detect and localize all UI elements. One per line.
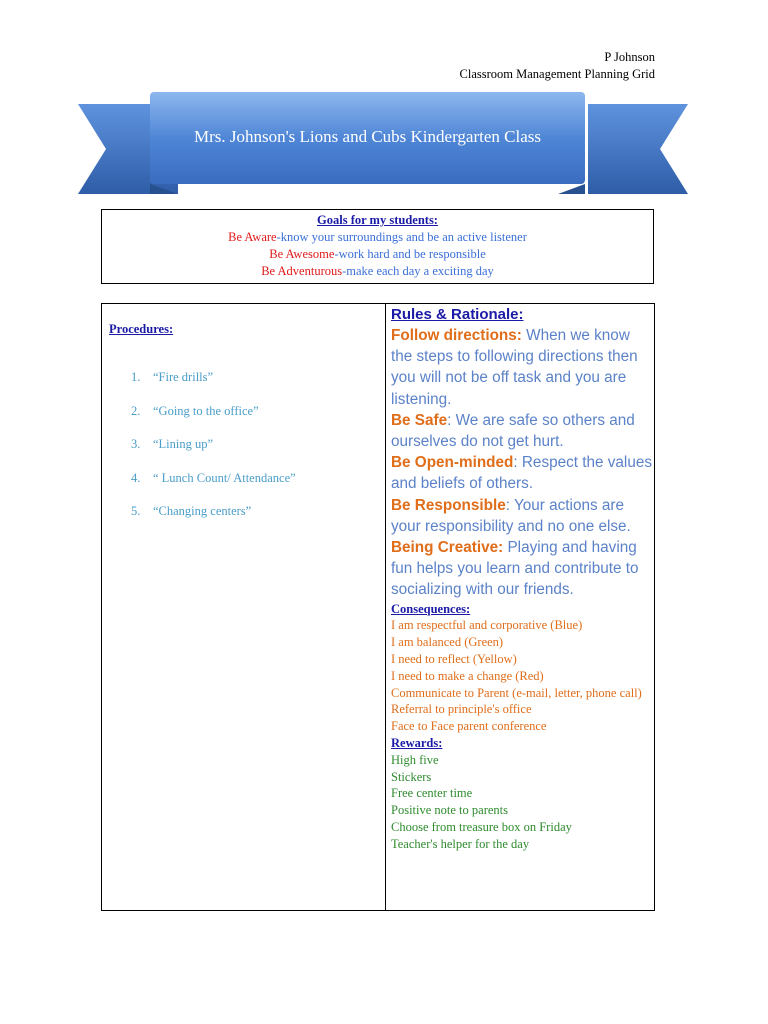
author-name: P Johnson	[604, 50, 655, 64]
rules-list	[391, 325, 653, 601]
reward-item: Choose from treasure box on Friday	[391, 820, 572, 834]
document-header	[460, 49, 655, 83]
rule-text: : Your actions are your responsibility and no one else.	[391, 496, 631, 535]
rule-text: Playing and having fun helps you learn and contribute to socializing with our friends.	[391, 539, 639, 599]
goal-lead: Be Adventurous	[261, 264, 343, 278]
document-title: Classroom Management Planning Grid	[459, 67, 655, 81]
procedure-number: 4.	[131, 470, 141, 485]
rule-item	[391, 495, 653, 537]
consequences-title: Consequences:	[391, 601, 471, 616]
rule-item	[391, 537, 653, 601]
procedure-item	[131, 471, 296, 505]
ribbon-right-fold	[558, 184, 585, 194]
rule-item	[391, 452, 653, 494]
reward-item: High five	[391, 752, 439, 767]
procedure-text: “Fire drills”	[153, 370, 214, 384]
goal-item	[102, 263, 653, 280]
rule-lead: Being Creative:	[391, 539, 504, 557]
goal-text: -make each day a exciting day	[342, 264, 494, 278]
rewards-title: Rewards:	[391, 736, 443, 751]
goal-text: -know your surroundings and be an active listener	[276, 230, 527, 244]
ribbon-right-tail	[588, 104, 688, 194]
rule-lead: Be Safe	[391, 411, 448, 429]
goal-lead: Be Awesome	[269, 247, 335, 261]
rules-column	[391, 305, 653, 853]
consequence-item: Referral to principle's office	[391, 702, 532, 717]
consequence-item: I need to make a change (Red)	[391, 668, 544, 683]
rules-title: Rules & Rationale:	[391, 306, 524, 323]
procedure-item	[131, 437, 296, 471]
goal-item	[102, 229, 653, 246]
procedure-text: “Lining up”	[153, 437, 214, 452]
reward-item: Stickers	[391, 769, 432, 784]
grid-divider	[385, 303, 386, 911]
procedure-item	[131, 404, 296, 438]
procedure-text: “Going to the office”	[153, 403, 259, 418]
reward-item: Free center time	[391, 786, 473, 801]
goals-box	[101, 209, 654, 284]
procedure-text: “Changing centers”	[153, 504, 252, 519]
procedure-item	[131, 370, 296, 404]
class-title: Mrs. Johnson's Lions and Cubs Kindergarten Class	[194, 127, 541, 146]
rule-text: : Respect the values and beliefs of others.	[391, 454, 652, 493]
procedure-number: 1.	[131, 370, 141, 384]
consequence-item: Face to Face parent conference	[391, 719, 547, 734]
rule-text: : We are safe so others and ourselves do not get hurt.	[391, 411, 635, 451]
consequence-item: Communicate to Parent (e-mail, letter, phone call)	[391, 685, 642, 700]
goal-item	[102, 246, 653, 263]
procedure-text: “ Lunch Count/ Attendance”	[153, 470, 296, 485]
procedure-number: 2.	[131, 403, 141, 418]
consequence-item: I am respectful and corporative (Blue)	[391, 618, 583, 633]
rule-text: When we know the steps to following directions then you will not be off task and you are listening.	[391, 327, 638, 408]
rule-lead: Be Open-minded	[391, 454, 514, 472]
goals-title: Goals for my students:	[317, 213, 438, 227]
goal-lead: Be Aware	[228, 230, 277, 244]
procedures-title: Procedures:	[109, 322, 174, 336]
rule-lead: Be Responsible	[391, 496, 506, 514]
procedure-number: 3.	[131, 437, 141, 452]
rewards-list	[391, 752, 653, 853]
rule-item	[391, 325, 653, 410]
procedures-list	[131, 370, 296, 538]
reward-item: Positive note to parents	[391, 803, 508, 818]
consequence-item: I need to reflect (Yellow)	[391, 652, 517, 667]
procedure-number: 5.	[131, 504, 141, 519]
rule-lead: Follow directions:	[391, 327, 522, 344]
consequences-list	[391, 617, 653, 735]
rule-item	[391, 410, 653, 452]
reward-item: Teacher's helper for the day	[391, 836, 530, 851]
consequence-item: I am balanced (Green)	[391, 635, 504, 650]
goal-text: -work hard and be responsible	[334, 247, 486, 261]
procedure-item	[131, 504, 296, 538]
